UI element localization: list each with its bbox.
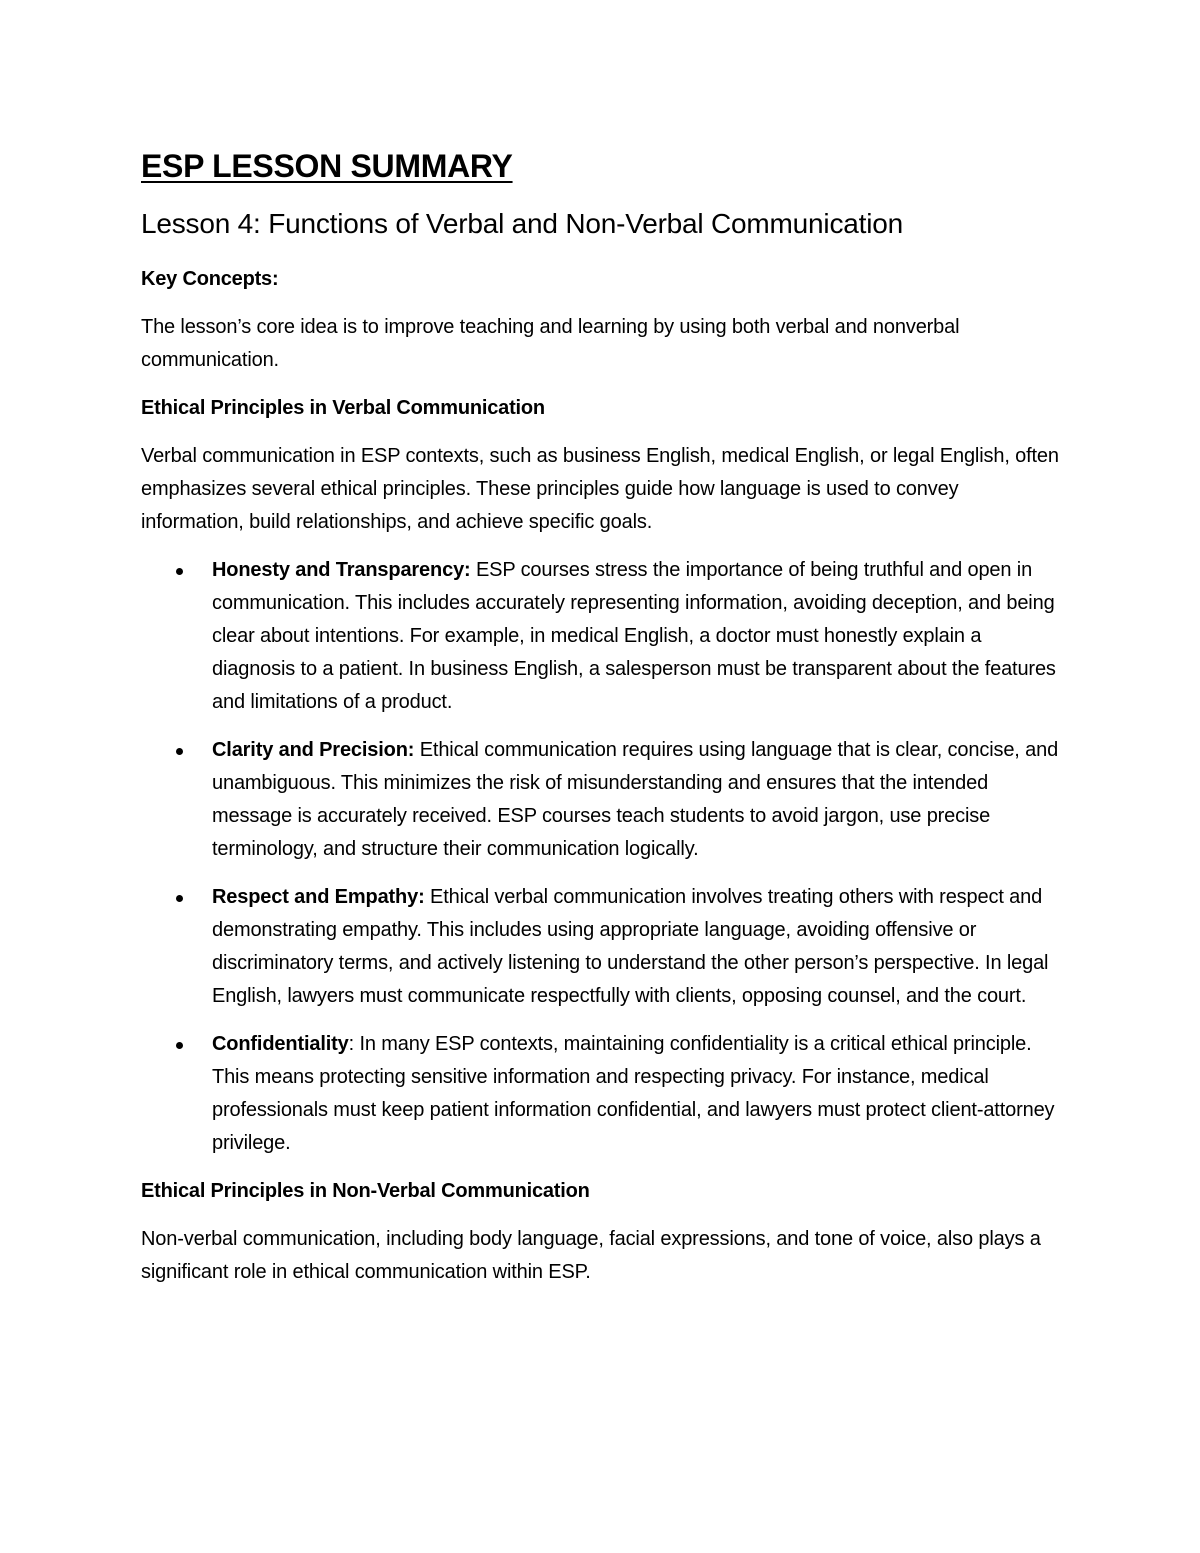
list-item-honesty-transparency	[141, 554, 1066, 719]
bullet-term: Confidentiality	[212, 1033, 349, 1055]
bullet-icon	[176, 895, 183, 902]
bullet-text: ESP courses stress the importance of being truthful and open in communication. This includes accurately representing information, avoiding deception, and being clear about intentions. For example, in medical English, a doctor must honestly explain a diagnosis to a patient. In business English, a salesperson must be transparent about the features and limitations of a product.	[212, 559, 1056, 713]
verbal-section-heading: Ethical Principles in Verbal Communication	[141, 397, 545, 419]
bullet-term: Respect and Empathy:	[212, 886, 425, 908]
list-item-confidentiality	[141, 1028, 1066, 1160]
key-concepts-paragraph: The lesson’s core idea is to improve teaching and learning by using both verbal and nonverbal communication.	[141, 316, 960, 371]
bullet-icon	[176, 748, 183, 755]
list-item-clarity-precision	[141, 734, 1066, 866]
document-body	[141, 140, 1066, 1289]
nonverbal-section-heading: Ethical Principles in Non-Verbal Communication	[141, 1180, 590, 1202]
bullet-text: : In many ESP contexts, maintaining confidentiality is a critical ethical principle. This means protecting sensitive information and respecting privacy. For instance, medical professionals must keep patient information confidential, and lawyers must protect client-attorney privilege.	[212, 1033, 1055, 1154]
bullet-icon	[176, 568, 183, 575]
verbal-intro-paragraph: Verbal communication in ESP contexts, such as business English, medical English, or legal English, often emphasizes several ethical principles. These principles guide how language is used to convey information, build relationships, and achieve specific goals.	[141, 445, 1059, 533]
bullet-text: Ethical verbal communication involves treating others with respect and demonstrating empathy. This includes using appropriate language, avoiding offensive or discriminatory terms, and actively listening to understand the other person’s perspective. In legal English, lawyers must communicate respectfully with clients, opposing counsel, and the court.	[212, 886, 1049, 1007]
document-title: ESP LESSON SUMMARY	[141, 148, 513, 184]
bullet-text: Ethical communication requires using language that is clear, concise, and unambiguous. This minimizes the risk of misunderstanding and ensures that the intended message is accurately received. ESP courses teach students to avoid jargon, use precise terminology, and structure their communication logically.	[212, 739, 1059, 860]
bullet-icon	[176, 1042, 183, 1049]
key-concepts-heading: Key Concepts:	[141, 268, 279, 290]
lesson-title: Lesson 4: Functions of Verbal and Non-Verbal Communication	[141, 208, 903, 239]
bullet-term: Honesty and Transparency:	[212, 559, 471, 581]
bullet-term: Clarity and Precision:	[212, 739, 415, 761]
nonverbal-intro-paragraph: Non-verbal communication, including body language, facial expressions, and tone of voice, also plays a significant role in ethical communication within ESP.	[141, 1228, 1041, 1283]
verbal-principles-list	[141, 554, 1066, 1160]
list-item-respect-empathy	[141, 881, 1066, 1013]
